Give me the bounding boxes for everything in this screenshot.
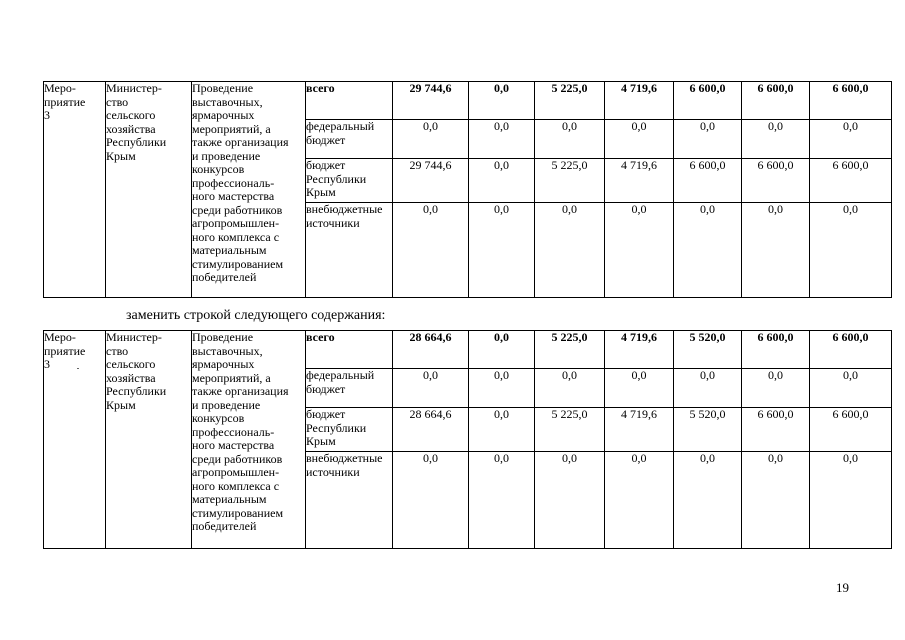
funding-source-cell: всего [306, 82, 393, 120]
value-cell: 0,0 [535, 120, 605, 159]
value-cell: 0,0 [469, 82, 535, 120]
value-cell: 5 520,0 [674, 331, 742, 369]
value-cell: 0,0 [469, 203, 535, 298]
value-cell: 29 744,6 [393, 82, 469, 120]
value-cell: 0,0 [742, 203, 810, 298]
value-cell: 0,0 [469, 159, 535, 203]
value-cell: 6 600,0 [810, 408, 892, 452]
value-cell: 0,0 [393, 369, 469, 408]
value-cell: 0,0 [469, 369, 535, 408]
value-cell: 6 600,0 [674, 159, 742, 203]
value-cell: 28 664,6 [393, 331, 469, 369]
value-cell: 0,0 [742, 369, 810, 408]
value-cell: 6 600,0 [810, 159, 892, 203]
value-cell: 0,0 [469, 331, 535, 369]
table-row [44, 331, 892, 369]
funding-source-cell: внебюджетные источники [306, 452, 393, 549]
value-cell: 4 719,6 [605, 408, 674, 452]
value-cell: 6 600,0 [810, 82, 892, 120]
value-cell: 0,0 [469, 120, 535, 159]
table-old-row [43, 81, 892, 298]
value-cell: 0,0 [674, 452, 742, 549]
value-cell: 0,0 [810, 120, 892, 159]
value-cell: 28 664,6 [393, 408, 469, 452]
scan-speck [77, 368, 79, 369]
value-cell: 0,0 [742, 452, 810, 549]
value-cell: 4 719,6 [605, 82, 674, 120]
value-cell: 0,0 [810, 452, 892, 549]
value-cell: 6 600,0 [810, 331, 892, 369]
value-cell: 5 225,0 [535, 408, 605, 452]
ministry-cell: Министер- ство сельского хозяйства Республики Крым [106, 331, 192, 549]
funding-source-cell: федеральный бюджет [306, 120, 393, 159]
value-cell: 4 719,6 [605, 331, 674, 369]
value-cell: 0,0 [605, 203, 674, 298]
value-cell: 0,0 [393, 203, 469, 298]
value-cell: 6 600,0 [742, 82, 810, 120]
value-cell: 6 600,0 [674, 82, 742, 120]
funding-source-cell: внебюджетные источники [306, 203, 393, 298]
funding-source-cell: всего [306, 331, 393, 369]
value-cell: 0,0 [605, 369, 674, 408]
value-cell: 0,0 [535, 452, 605, 549]
funding-source-cell: бюджет Республики Крым [306, 408, 393, 452]
value-cell: 0,0 [605, 452, 674, 549]
value-cell: 0,0 [535, 369, 605, 408]
value-cell: 0,0 [469, 452, 535, 549]
value-cell: 4 719,6 [605, 159, 674, 203]
funding-source-cell: бюджет Республики Крым [306, 159, 393, 203]
value-cell: 5 225,0 [535, 82, 605, 120]
value-cell: 0,0 [810, 369, 892, 408]
value-cell: 5 520,0 [674, 408, 742, 452]
description-cell: Проведение выставочных, ярмарочных мероприятий, а также организация и проведение конкурсов профессиональ- ного мастерства среди работников агропромышлен- ного комплекса с материальным стимулированием победителей [192, 82, 306, 298]
value-cell: 6 600,0 [742, 331, 810, 369]
value-cell: 0,0 [674, 120, 742, 159]
event-cell: Меро- приятие 3 [44, 331, 106, 549]
value-cell: 5 225,0 [535, 159, 605, 203]
value-cell: 0,0 [393, 120, 469, 159]
value-cell: 6 600,0 [742, 159, 810, 203]
value-cell: 0,0 [674, 203, 742, 298]
table-new-row [43, 330, 892, 549]
description-cell: Проведение выставочных, ярмарочных мероприятий, а также организация и проведение конкурсов профессиональ- ного мастерства среди работников агропромышлен- ного комплекса с материальным стимулированием победителей [192, 331, 306, 549]
funding-source-cell: федеральный бюджет [306, 369, 393, 408]
replacement-note: заменить строкой следующего содержания: [126, 308, 386, 323]
value-cell: 0,0 [469, 408, 535, 452]
value-cell: 0,0 [393, 452, 469, 549]
ministry-cell: Министер- ство сельского хозяйства Республики Крым [106, 82, 192, 298]
value-cell: 0,0 [742, 120, 810, 159]
value-cell: 29 744,6 [393, 159, 469, 203]
value-cell: 0,0 [535, 203, 605, 298]
page-number: 19 [836, 580, 849, 595]
value-cell: 0,0 [605, 120, 674, 159]
value-cell: 0,0 [810, 203, 892, 298]
value-cell: 5 225,0 [535, 331, 605, 369]
value-cell: 0,0 [674, 369, 742, 408]
table-row [44, 82, 892, 120]
value-cell: 6 600,0 [742, 408, 810, 452]
event-cell: Меро- приятие 3 [44, 82, 106, 298]
